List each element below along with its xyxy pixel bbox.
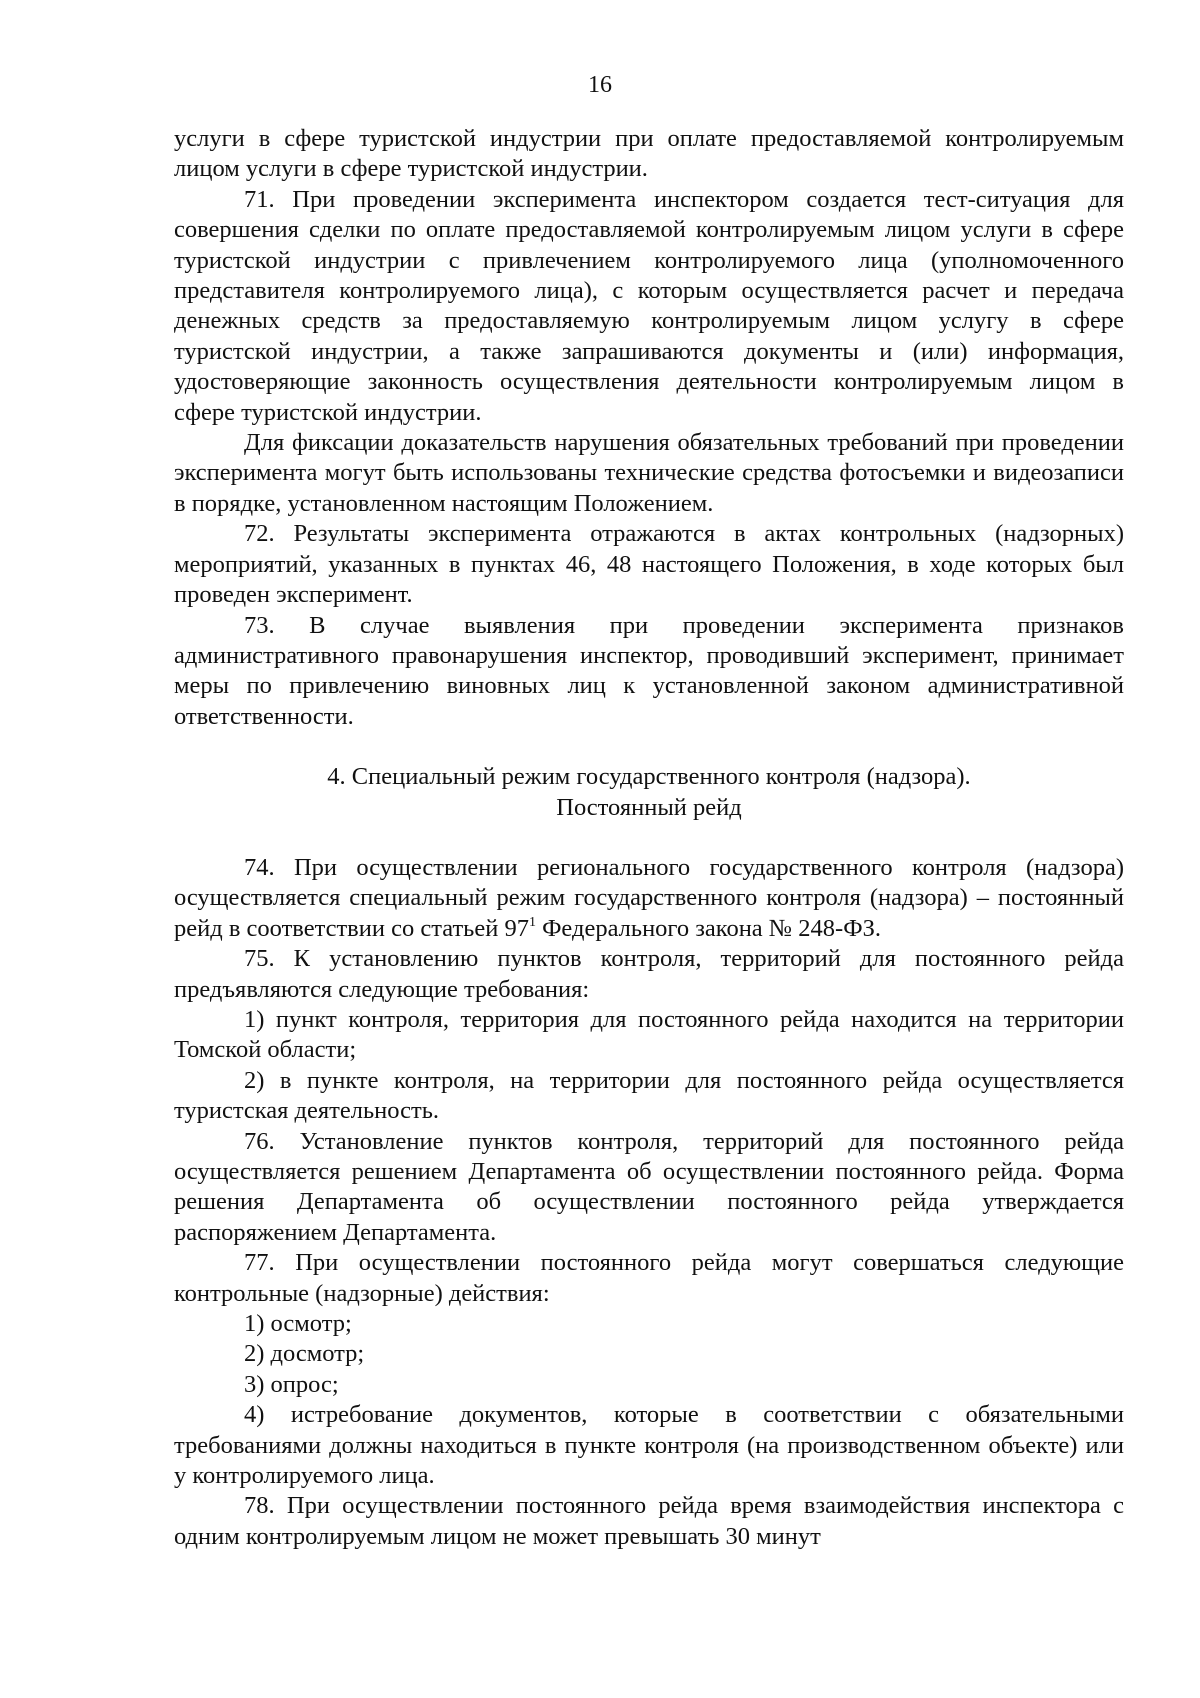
paragraph-71: 71. При проведении эксперимента инспектором создается тест-ситуация для совершения сделки по оплате предоставляемой контролируемым лицом услуги в сфере туристской индустрии с привлечением контролируемого лица (уполномоченного представителя контролируемого лица), с которым осуществляется расчет и передача денежных средств за предоставляемую контролируемым лицом услугу в сфере туристской индустрии, а также запрашиваются документы и (или) информация, удостоверяющие законность осуществления деятельности контролируемым лицом в сфере туристской индустрии. bbox=[174, 185, 1124, 426]
paragraph-77: 77. При осуществлении постоянного рейда могут совершаться следующие контрольные (надзорные) действия: bbox=[174, 1249, 1124, 1307]
list-item: 4) истребование документов, которые в соответствии с обязательными требованиями должны находиться в пункте контроля (на производственном объекте) или у контролируемого лица. bbox=[174, 1401, 1124, 1490]
list-item: 1) осмотр; bbox=[244, 1310, 352, 1338]
paragraph-71-evidence: Для фиксации доказательств нарушения обязательных требований при проведении эксперимента могут быть использованы технические средства фотосъемки и видеозаписи в порядке, установленном настоящим Положением. bbox=[174, 429, 1124, 517]
paragraph-74-text: 74. При осуществлении регионального государственного контроля (надзора) осуществляется специальный режим государственного контроля (надзора) – постоянный рейд в соответствии со статьей 97 bbox=[174, 853, 1124, 942]
paragraph-72: 72. Результаты эксперимента отражаются в актах контрольных (надзорных) мероприятий, указанных в пунктах 46, 48 настоящего Положения, в ходе которых был проведен эксперимент. bbox=[174, 520, 1124, 609]
paragraph-78: 78. При осуществлении постоянного рейда время взаимодействия инспектора с одним контролируемым лицом не может превышать 30 минут bbox=[174, 1492, 1124, 1550]
page-number: 16 bbox=[588, 72, 612, 98]
section-heading-line-1: 4. Специальный режим государственного контроля (надзора). bbox=[327, 763, 971, 791]
section-heading-line-2: Постоянный рейд bbox=[556, 793, 742, 821]
paragraph-76: 76. Установление пунктов контроля, территорий для постоянного рейда осуществляется решением Департамента об осуществлении постоянного рейда. Форма решения Департамента об осуществлении постоянного рейда утверждается распоряжением Департамента. bbox=[174, 1127, 1124, 1246]
paragraph-73: 73. В случае выявления при проведении эксперимента признаков административного правонарушения инспектор, проводивший эксперимент, принимает меры по привлечению виновных лиц к установленной законом административной ответственности. bbox=[174, 611, 1124, 730]
list-item: 1) пункт контроля, территория для постоянного рейда находится на территории Томской области; bbox=[174, 1005, 1124, 1064]
list-item: 2) в пункте контроля, на территории для постоянного рейда осуществляется туристская деятельность. bbox=[174, 1066, 1124, 1125]
paragraph-74 bbox=[174, 853, 1124, 944]
paragraph-74-text-end: Федерального закона № 248-ФЗ. bbox=[535, 914, 881, 942]
article-superscript: 1 bbox=[528, 914, 536, 930]
list-item: 2) досмотр; bbox=[244, 1340, 365, 1368]
list-item: 3) опрос; bbox=[244, 1370, 339, 1398]
paragraph: услуги в сфере туристской индустрии при оплате предоставляемой контролируемым лицом услуги в сфере туристской индустрии. bbox=[174, 125, 1124, 183]
document-body bbox=[174, 124, 1124, 1552]
paragraph-75: 75. К установлению пунктов контроля, территорий для постоянного рейда предъявляются следующие требования: bbox=[174, 945, 1124, 1003]
